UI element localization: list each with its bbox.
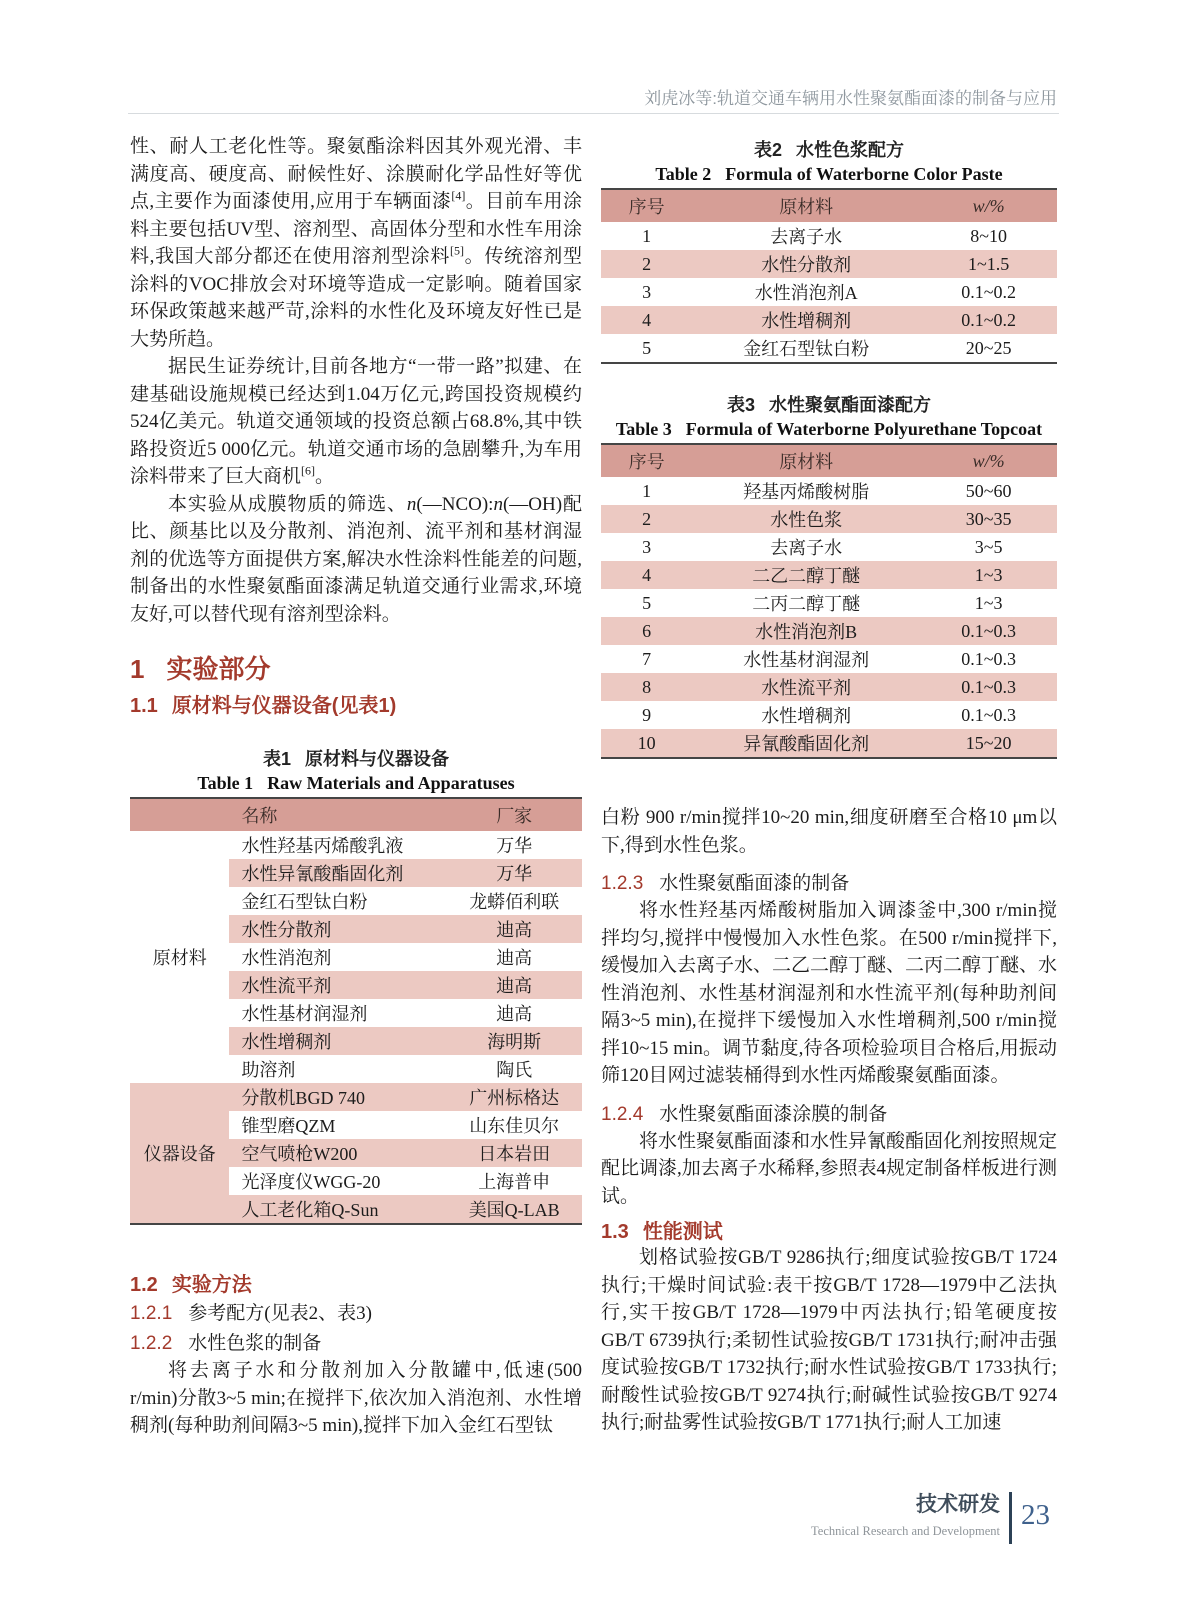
table-cell: 20~25 — [965, 337, 1012, 358]
paragraph — [130, 491, 582, 629]
text-run: 据民生证券统计,目前各地方“一带一路”拟建、在建基础设施规模已经达到1.04万亿元,跨国投资规模约524亿美元。轨道交通领域的投资总额占68.8%,其中铁路投资近5 000亿元。轨道交通市场的急剧攀升,为车用涂料带来了巨大商机 — [130, 356, 582, 487]
table-cell: 去离子水 — [770, 538, 843, 558]
left-column — [130, 133, 582, 1440]
table-cell: 水性增稠剂 — [692, 306, 920, 334]
table-cell: 异氰酸酯固化剂 — [692, 729, 920, 758]
table-cell: 0.1~0.3 — [961, 704, 1016, 725]
table-cell: 8~10 — [970, 225, 1007, 246]
text-run: (—NCO): — [416, 493, 494, 515]
table-header-cell: 序号 — [601, 444, 692, 477]
table-cell: 水性消泡剂 — [241, 948, 332, 968]
footer-section-labels — [811, 1492, 1000, 1540]
sec-1-2-2-paragraphs — [130, 1357, 582, 1440]
table-cell: 9 — [642, 704, 652, 725]
table-row — [130, 1083, 582, 1111]
text-run: 划格试验按GB/T 9286执行;细度试验按GB/T 1724执行;干燥时间试验:表干按GB/T 1728—1979中乙法执行,实干按GB/T 1728—1979中丙法执行;铅笔硬度按GB/T 6739执行;柔韧性试验按GB/T 1731执行;耐冲击强度试验按GB/T 1732执行;耐水性试验按GB/T 1733执行;耐酸性试验按GB/T 9274执行;耐碱性试验按GB/T 9274执行;耐盐雾性试验按GB/T 1771执行;耐人工加速 — [601, 1247, 1057, 1433]
table-cell: 迪高 — [496, 948, 533, 968]
table-cell: 8 — [601, 673, 692, 701]
table-cell: 50~60 — [965, 480, 1012, 501]
table-cell: 万华 — [446, 859, 582, 887]
paragraph — [130, 1357, 582, 1440]
table-cell: 水性流平剂 — [229, 971, 446, 999]
table-cell: 5 — [642, 337, 652, 358]
section-number: 1.2.1 — [130, 1303, 173, 1324]
table-cell: 迪高 — [496, 1004, 533, 1024]
table2-caption-en-label: Table 2 — [655, 164, 712, 184]
table-cell: 15~20 — [920, 729, 1057, 758]
table-row — [601, 250, 1057, 278]
section-title: 原材料与仪器设备(见表1) — [171, 695, 397, 717]
page-number: 23 — [1021, 1499, 1050, 1531]
table-row — [601, 561, 1057, 589]
table-header-cell: w/% — [920, 189, 1057, 222]
table-cell: 二乙二醇丁醚 — [692, 561, 920, 589]
table3-caption-cn-label: 表3 — [726, 395, 755, 415]
table1-caption-en-title: Raw Materials and Apparatuses — [267, 773, 515, 793]
table-header-cell: 原材料 — [692, 444, 920, 477]
table-cell: 日本岩田 — [446, 1139, 582, 1167]
table3-caption-cn — [601, 394, 1057, 416]
table2-caption-cn — [601, 139, 1057, 161]
paragraph — [130, 353, 582, 491]
table-row — [601, 589, 1057, 617]
citation-superscript: [4] — [451, 188, 466, 203]
table2-caption-en — [601, 163, 1057, 185]
table-cell: 水性消泡剂B — [692, 617, 920, 645]
table-row — [601, 673, 1057, 701]
section-heading-1-2-2 — [130, 1331, 582, 1357]
text-run: 将去离子水和分散剂加入分散罐中,低速(500 r/min)分散3~5 min;在搅拌下,依次加入消泡剂、水性增稠剂(每种助剂间隔3~5 min),搅拌下加入金红石型钛 — [130, 1360, 582, 1436]
table-header-row — [130, 798, 582, 831]
table2-container — [601, 188, 1057, 364]
table-cell: 0.1~0.3 — [961, 648, 1016, 669]
table1-caption-cn-title: 原材料与仪器设备 — [305, 749, 449, 769]
footer-section-cn: 技术研发 — [916, 1493, 1000, 1516]
table1-caption-cn-label: 表1 — [262, 749, 291, 769]
table-header-cell: 厂家 — [446, 798, 582, 831]
table1 — [130, 797, 582, 1225]
section-title: 性能测试 — [642, 1221, 723, 1243]
table-cell: 6 — [601, 617, 692, 645]
table-cell: 二丙二醇丁醚 — [752, 594, 861, 614]
section-heading-1-1 — [130, 694, 582, 718]
table3-caption-en — [601, 418, 1057, 440]
footer-section-en: Technical Research and Development — [811, 1524, 1000, 1538]
table-cell: 迪高 — [446, 971, 582, 999]
table-cell: 1~3 — [920, 561, 1057, 589]
table1-caption-en-label: Table 1 — [197, 773, 254, 793]
text-run: 白粉 900 r/min搅拌10~20 min,细度研磨至合格10 μm以下,得到水性色浆。 — [601, 807, 1057, 856]
page-footer — [811, 1492, 1050, 1544]
table-cell: 水性消泡剂A — [754, 283, 858, 303]
table-row — [601, 477, 1057, 505]
table-header-cell — [130, 798, 229, 831]
table-cell: 陶氏 — [496, 1060, 533, 1080]
section-heading-1 — [130, 654, 582, 684]
table-row — [601, 533, 1057, 561]
continuation-paragraphs — [601, 804, 1057, 859]
text-run: 。传统溶剂型涂料的VOC排放会对环境等造成一定影响。随着国家环保政策越来越严苛,涂料的水性化及环境友好性已是大势所趋。 — [130, 246, 582, 350]
text-run: 。 — [315, 466, 335, 487]
table-cell: 龙蟒佰利联 — [469, 892, 560, 912]
table-row — [601, 505, 1057, 533]
table-cell: 羟基丙烯酸树脂 — [743, 482, 870, 502]
table2-caption-cn-label: 表2 — [753, 140, 782, 160]
table-cell: 仪器设备 — [130, 1083, 229, 1224]
table-cell: 原材料 — [130, 831, 229, 1083]
section-title: 水性聚氨酯面漆的制备 — [659, 873, 850, 894]
table-header-row — [601, 189, 1057, 222]
text-run: n — [406, 493, 417, 515]
section-number: 1 — [130, 654, 145, 684]
section-title: 参考配方(见表2、表3) — [188, 1303, 372, 1324]
table-cell: 助溶剂 — [241, 1060, 296, 1080]
paragraph — [130, 133, 582, 353]
table-cell: 0.1~0.2 — [961, 281, 1016, 302]
table-row — [601, 645, 1057, 673]
section-heading-1-2-3 — [601, 871, 1057, 897]
table1-caption-en — [130, 772, 582, 794]
table-cell: 1~1.5 — [920, 250, 1057, 278]
text-run: (—OH)配比、颜基比以及分散剂、消泡剂、流平剂和基材润湿剂的优选等方面提供方案,解决水性涂料性能差的问题,制备出的水性聚氨酯面漆满足轨道交通行业需求,环境友好,可以替代现有溶剂型涂料。 — [130, 493, 582, 625]
table-row — [130, 831, 582, 859]
table2-caption-cn-title: 水性色浆配方 — [796, 140, 904, 160]
section-number: 1.1 — [130, 695, 158, 717]
section-title: 实验方法 — [171, 1274, 252, 1296]
text-run: 本实验从成膜物质的筛选、 — [168, 493, 407, 515]
table-cell: 光泽度仪WGG-20 — [241, 1172, 381, 1192]
text-run: 将水性聚氨酯面漆和水性异氰酸酯固化剂按照规定配比调漆,加去离子水稀释,参照表4规定制备样板进行测试。 — [601, 1130, 1058, 1207]
table-cell: 金红石型钛白粉 — [241, 892, 368, 912]
table-cell: 锥型磨QZM — [241, 1116, 336, 1136]
table-cell: 0.1~0.3 — [920, 673, 1057, 701]
table-cell: 广州标格达 — [446, 1083, 582, 1111]
table-row — [601, 334, 1057, 363]
section-heading-1-2 — [130, 1273, 582, 1297]
table-row — [601, 222, 1057, 250]
table3-caption-en-label: Table 3 — [615, 419, 672, 439]
table-cell: 金红石型钛白粉 — [743, 339, 870, 359]
table-cell: 迪高 — [446, 915, 582, 943]
table-row — [601, 701, 1057, 729]
citation-superscript: [6] — [301, 463, 316, 478]
paragraph — [601, 1128, 1057, 1211]
paragraph — [601, 804, 1057, 859]
table-cell: 水性流平剂 — [692, 673, 920, 701]
section-title: 水性聚氨酯面漆涂膜的制备 — [659, 1103, 888, 1125]
table-cell: 3~5 — [974, 536, 1003, 557]
table-cell: 10 — [601, 729, 692, 758]
sec-1-3-paragraphs — [601, 1244, 1057, 1437]
table-cell: 分散机BGD 740 — [229, 1083, 446, 1111]
table-cell: 4 — [601, 561, 692, 589]
table3-caption-cn-title: 水性聚氨酯面漆配方 — [769, 395, 931, 415]
table-cell: 水性增稠剂 — [229, 1027, 446, 1055]
text-run: 将水性羟基丙烯酸树脂加入调漆釜中,300 r/min搅拌均匀,搅拌中慢慢加入水性色浆。在500 r/min搅拌下,缓慢加入去离子水、二乙二醇丁醚、二丙二醇丁醚、水性消泡剂、水性基材润湿剂和水性流平剂(每种助剂间隔3~5 min),在搅拌下缓慢加入水性增稠剂,500 r/min搅拌10~15 min。调节黏度,待各项检验项目合格后,用振动筛120目网过滤装桶得到水性丙烯酸聚氨酯面漆。 — [601, 900, 1058, 1086]
table-cell: 1 — [642, 480, 652, 501]
section-number: 1.2.4 — [601, 1103, 644, 1125]
table-cell: 水性分散剂 — [229, 915, 446, 943]
table-cell: 水性增稠剂 — [761, 706, 852, 726]
table3-caption-en-title: Formula of Waterborne Polyurethane Topcoat — [685, 419, 1043, 439]
table-cell: 空气喷枪W200 — [229, 1139, 446, 1167]
section-number: 1.2.2 — [130, 1333, 173, 1354]
table-row — [601, 729, 1057, 758]
table-row — [601, 617, 1057, 645]
text-run: 。目前车用涂料主要包括UV型、溶剂型、高固体分型和水性车用涂料,我国大部分都还在使用溶剂型涂料 — [130, 191, 582, 267]
table-header-row — [601, 444, 1057, 477]
text-run: n — [493, 493, 503, 515]
table-cell: 去离子水 — [770, 227, 843, 247]
table-cell: 美国Q-LAB — [446, 1195, 582, 1224]
table-cell: 万华 — [496, 836, 533, 856]
section-heading-1-2-1 — [130, 1301, 582, 1327]
paragraph — [601, 1244, 1057, 1437]
intro-paragraphs — [130, 133, 582, 628]
table-cell: 水性基材润湿剂 — [743, 650, 870, 670]
section-heading-1-2-4 — [601, 1102, 1057, 1128]
table-cell: 4 — [601, 306, 692, 334]
sec-1-2-3-paragraphs — [601, 897, 1057, 1090]
table-header-cell: 原材料 — [692, 189, 920, 222]
table-cell: 水性基材润湿剂 — [241, 1004, 368, 1024]
table-cell: 2 — [601, 505, 692, 533]
table-cell: 水性色浆 — [692, 505, 920, 533]
table3-container — [601, 443, 1057, 759]
section-title: 水性色浆的制备 — [188, 1333, 322, 1354]
citation-superscript: [5] — [450, 243, 464, 258]
running-head: 刘虎冰等:轨道交通车辆用水性聚氨酯面漆的制备与应用 — [644, 89, 1057, 108]
text-run: 性、耐人工老化性等。聚氨酯涂料因其外观光滑、丰满度高、硬度高、耐候性好、涂膜耐化学品性好等优点,主要作为面漆使用,应用于车辆面漆 — [130, 136, 582, 212]
table-header-cell: 名称 — [229, 798, 446, 831]
table-cell: 30~35 — [920, 505, 1057, 533]
table-cell: 3 — [642, 536, 652, 557]
table-cell: 2 — [601, 250, 692, 278]
table-cell: 水性羟基丙烯酸乳液 — [241, 836, 404, 856]
paragraph — [601, 897, 1057, 1090]
footer-divider-bar — [1009, 1492, 1012, 1544]
table-cell: 1 — [642, 225, 652, 246]
right-column — [601, 133, 1057, 1437]
section-number: 1.2 — [130, 1274, 158, 1296]
table-cell: 0.1~0.3 — [920, 617, 1057, 645]
table1-caption-cn — [130, 748, 582, 770]
table-cell: 山东佳贝尔 — [469, 1116, 560, 1136]
table-cell: 0.1~0.2 — [920, 306, 1057, 334]
table3 — [601, 443, 1057, 759]
table-header-cell: 序号 — [601, 189, 692, 222]
table-cell: 水性分散剂 — [692, 250, 920, 278]
header-rule — [128, 113, 1059, 114]
table-cell: 5 — [642, 592, 652, 613]
table-row — [601, 306, 1057, 334]
table-cell: 人工老化箱Q-Sun — [229, 1195, 446, 1224]
table1-container — [130, 797, 582, 1225]
section-number: 1.3 — [601, 1221, 629, 1243]
section-title: 实验部分 — [166, 654, 271, 684]
section-number: 1.2.3 — [601, 873, 644, 894]
sec-1-2-4-paragraphs — [601, 1128, 1057, 1211]
table-row — [601, 278, 1057, 306]
table-cell: 水性异氰酸酯固化剂 — [229, 859, 446, 887]
table2 — [601, 188, 1057, 364]
table-cell: 7 — [642, 648, 652, 669]
table-header-cell: w/% — [920, 444, 1057, 477]
table-cell: 1~3 — [974, 592, 1003, 613]
section-heading-1-3 — [601, 1220, 1057, 1244]
table2-caption-en-title: Formula of Waterborne Color Paste — [725, 164, 1003, 184]
table-cell: 3 — [642, 281, 652, 302]
table-cell: 上海普申 — [478, 1172, 551, 1192]
table-cell: 海明斯 — [446, 1027, 582, 1055]
